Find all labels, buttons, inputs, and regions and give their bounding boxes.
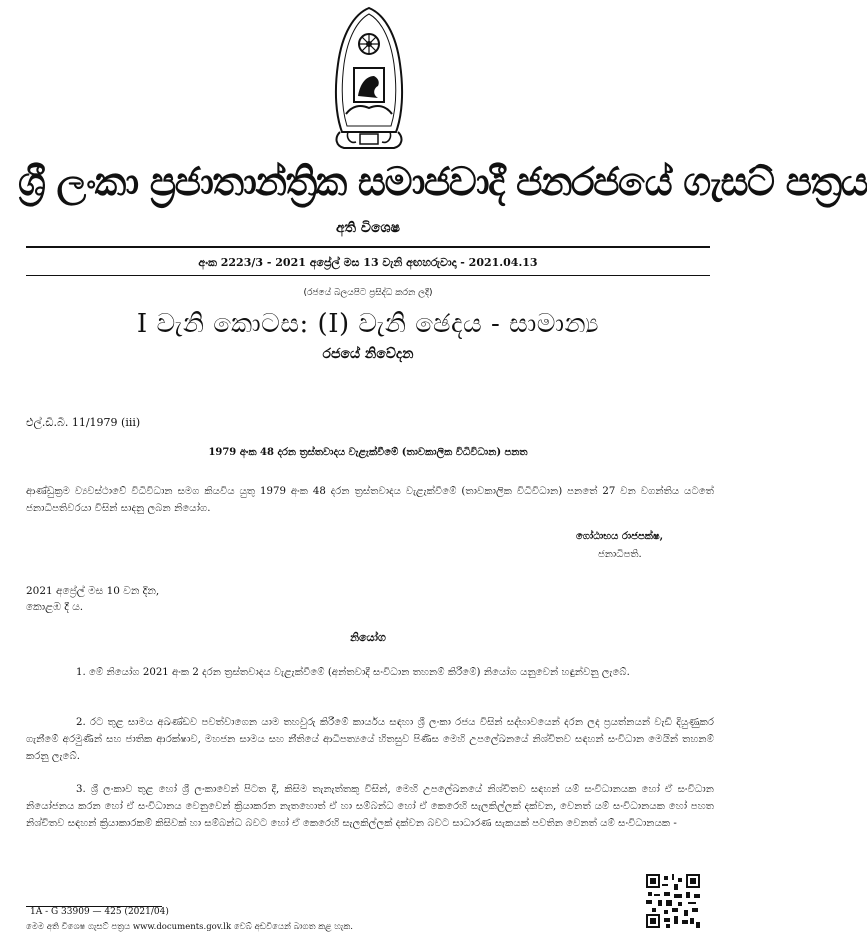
clause-2: 2. රට තුළ සාමය අඛණ්ඩව පවත්වාගෙන යාම තහවුරු කිරීමේ කාර්යය සඳහා ශ්‍රී ලංකා රජය විසින් සද්භාවයෙන් දරන ලද ප්‍රයත්නයන් වැඩි දියුණුකර ගැනීමේ අරමුණින් සහ ජාතික ආරක්ෂාව, මහජන සාමය සහ නීතියේ ආධිපත්‍යයේ හිතසුව පිණිස මෙහි උපලේඛනයේ නිශ්චිතව සඳහන් සංවිධාන මෙයින් තහනම් කරනු ලැබේ.	[26, 717, 714, 762]
clause-1: 1. මේ නියෝග 2021 අංක 2 දරන ත්‍රස්තවාදය වැළැක්වීමේ (අන්තවාදී සංවිධාන තහනම් කිරීමේ) නියෝග යනුවෙන් හඳුන්වනු ලැබේ.	[76, 667, 630, 678]
preamble-paragraph: ආණ්ඩුක්‍රම ව්‍යවස්ථාවේ විධිවිධාන සමග කියවිය යුතු 1979 අංක 48 දරන ත්‍රස්තවාදය වැළැක්වීමේ (තාවකාලික විධිවිධාන) පනතේ 27 වන වගන්තිය යටතේ ජනාධිපතිවරයා විසින් සාදනු ලබන නියෝග.	[26, 486, 714, 514]
signatory-name: ගෝඨාභය රාජපක්ෂ,	[576, 531, 664, 542]
regulations-heading: නියෝග	[350, 631, 386, 644]
authority-line: (රජයේ බලයපිට ප්‍රසිද්ධ කරන ලදී)	[303, 288, 433, 298]
top-rule	[26, 246, 710, 248]
website-note: මෙම අති විශෙෂ ගැසට් පත්‍රය www.documents.gov.lk වෙබ් අඩවියෙන් බාගත කළ හැක.	[26, 922, 353, 932]
part-heading: I වැනි කොටස: (I) වැනි ඡෙදය - සාමාන්‍ය	[136, 309, 600, 339]
issue-rule	[26, 275, 710, 276]
extraordinary-label: අති විශෙෂ	[336, 220, 400, 236]
reference-number: එල්.ඩී.බී. 11/1979 (iii)	[26, 416, 141, 429]
place-line: කොළඹ දී ය.	[26, 601, 84, 613]
date-line: 2021 අප්‍රේල් මස 10 වන දින,	[26, 585, 160, 597]
state-emblem-icon	[322, 4, 416, 154]
clause-3: 3. ශ්‍රී ලංකාව තුළ හෝ ශ්‍රී ලංකාවෙන් පිටත දී, කිසිම තැනැත්තකු විසින්, මෙහි උපලේඛනයේ නිශ්චිතව සඳහන් යම් සංවිධානයක හෝ ඒ සංවිධාන නියෝජනය කරන හෝ ඒ සංවිධානය වෙනුවෙන් ක්‍රියාකරන නැතහොත් ඒ හා සම්බන්ධ හෝ ඒ කෙරෙහි සැලකිල්ලක් දක්වන, වෙනත් යම් සංවිධානයක හෝ පහත නිශ්චිතව සඳහන් ක්‍රියාකාරකම් කිසිවක් හා සම්බන්ධ බවට හෝ ඒ කෙරෙහි සැලකිල්ලක් දක්වන බවට සාධාරණ සැකයක් පවතින වෙනත් යම් සංවිධානයක -	[26, 784, 714, 829]
signatory-title: ජනාධිපති.	[598, 549, 642, 560]
print-code: 1A - G 33909 — 425 (2021/04)	[30, 907, 169, 917]
order-title: 1979 අංක 48 දරන ත්‍රස්තවාදය වැළැක්වීමේ (තාවකාලික විධිවිධාන) පනත	[208, 447, 528, 458]
gazette-title: ශ්‍රී ලංකා ප්‍රජාතාන්ත්‍රික සමාජවාදී ජනරජයේ ගැසට් පත්‍රය	[18, 160, 867, 205]
qr-code-icon	[646, 874, 700, 928]
section-heading: රජයේ නිවේදන	[322, 346, 414, 362]
issue-line: අංක 2223/3 - 2021 අප්‍රේල් මස 13 වැනි අඟහරුවාදා - 2021.04.13	[198, 256, 538, 269]
